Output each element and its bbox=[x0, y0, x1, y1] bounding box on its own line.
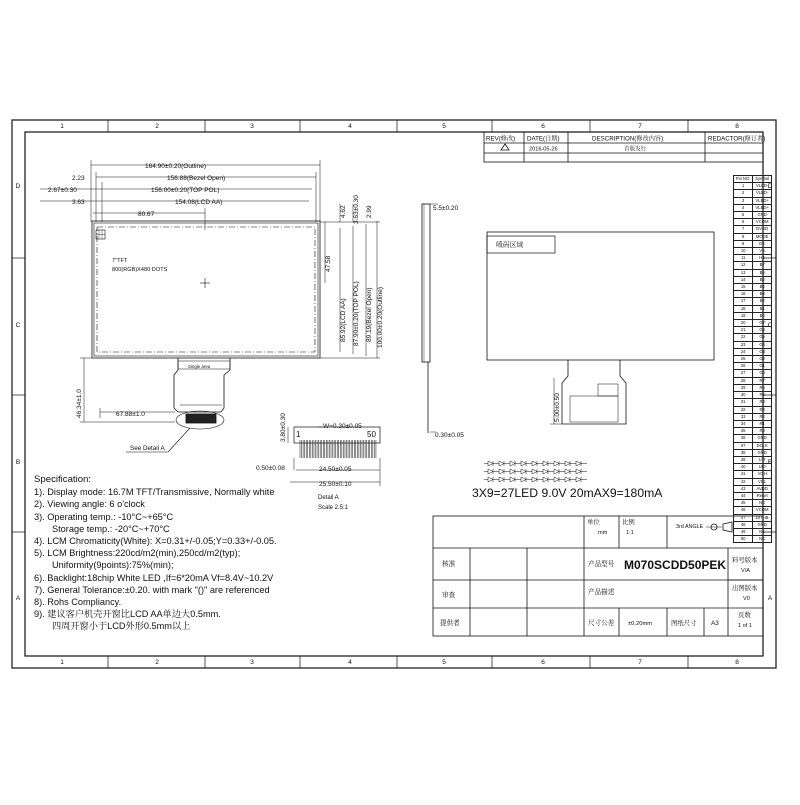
pin-symbol: R2 bbox=[753, 413, 772, 420]
rev-header-0: REV(修改) bbox=[486, 135, 516, 143]
led-diode-icon bbox=[532, 469, 537, 474]
detail-callout: See Detail A bbox=[130, 445, 165, 452]
pin-symbol: VLED- bbox=[753, 190, 772, 197]
rev-header-1: DATE(日期) bbox=[527, 135, 560, 143]
pin-number: 18 bbox=[734, 305, 753, 312]
pin-row bbox=[734, 255, 772, 262]
border-row-label: A bbox=[767, 595, 773, 602]
pin-row bbox=[734, 248, 772, 255]
pin-row bbox=[734, 341, 772, 348]
pin-number: 7 bbox=[734, 226, 753, 233]
pin-row bbox=[734, 190, 772, 197]
spec-line: 9). 建议客户机壳开窗比LCD AA单边大0.5mm. bbox=[34, 609, 221, 620]
led-diode-icon bbox=[576, 461, 581, 466]
pin-row bbox=[734, 197, 772, 204]
pin-number: 23 bbox=[734, 341, 753, 348]
pin-number: 25 bbox=[734, 356, 753, 363]
pin-row bbox=[734, 363, 772, 370]
pin-symbol: GND bbox=[753, 449, 772, 456]
pin-row bbox=[734, 449, 772, 456]
pin-symbol: B7 bbox=[753, 262, 772, 269]
dim-bezel-width: 156.88(Bezel Open) bbox=[167, 175, 226, 182]
pin-number: 17 bbox=[734, 298, 753, 305]
pin-row bbox=[734, 507, 772, 514]
pin-row bbox=[734, 334, 772, 341]
spec-line: 5). LCM Brightness:220cd/m2(min),250cd/m2(typ); bbox=[34, 548, 241, 559]
pin-symbol: HS bbox=[753, 255, 772, 262]
spec-line: 4). LCM Chromaticity(White): X=0.31+/-0.05;Y=0.33+/-0.05. bbox=[34, 536, 277, 547]
fpc-label: Single area bbox=[188, 364, 211, 369]
pin-number: 19 bbox=[734, 312, 753, 319]
pin-row bbox=[734, 406, 772, 413]
border-column-label: 7 bbox=[638, 659, 642, 666]
pin-row bbox=[734, 370, 772, 377]
tb-drawing-value: V0 bbox=[743, 596, 750, 602]
pin-symbol: R7 bbox=[753, 377, 772, 384]
pin-symbol: B4 bbox=[753, 284, 772, 291]
pin-symbol: G6 bbox=[753, 327, 772, 334]
pin-row bbox=[734, 384, 772, 391]
dim-2-99: 2.99 bbox=[366, 205, 373, 218]
pin-symbol: G1 bbox=[753, 363, 772, 370]
led-diode-icon bbox=[554, 461, 559, 466]
pin-row bbox=[734, 291, 772, 298]
led-diode-icon bbox=[565, 469, 570, 474]
led-diode-icon bbox=[499, 477, 504, 482]
led-diode-icon bbox=[576, 469, 581, 474]
dim-46-34: 46.34±1.0 bbox=[76, 389, 83, 418]
pin-symbol: U/D bbox=[753, 464, 772, 471]
dim-3-63: 3.63 bbox=[72, 199, 85, 206]
back-dim-fpc: 5.00±0.50 bbox=[554, 393, 561, 422]
detail-pin-50: 50 bbox=[367, 430, 376, 439]
pin-row bbox=[734, 435, 772, 442]
tb-view-label: 3rd ANGLE bbox=[676, 524, 704, 530]
pin-number: 26 bbox=[734, 363, 753, 370]
detail-dim-span: 24.50±0.05 bbox=[319, 466, 352, 473]
pin-symbol: DCLK bbox=[753, 442, 772, 449]
pin-row bbox=[734, 464, 772, 471]
border-row-label: D bbox=[767, 183, 773, 190]
pin-row bbox=[734, 428, 772, 435]
dim-aa-height: 85.92(LCD AA) bbox=[340, 298, 347, 342]
pin-number: 37 bbox=[734, 442, 753, 449]
panel-label-size: 7"TFT bbox=[112, 258, 128, 264]
pin-symbol: DITHB bbox=[753, 514, 772, 521]
pin-number: 38 bbox=[734, 449, 753, 456]
pin-symbol: VGL bbox=[753, 478, 772, 485]
border-row-label: A bbox=[15, 595, 21, 602]
pin-number: 39 bbox=[734, 456, 753, 463]
pin-row bbox=[734, 536, 772, 543]
led-diode-icon bbox=[532, 461, 537, 466]
spec-line: 8). Rohs Compliancy. bbox=[34, 597, 122, 608]
pin-row bbox=[734, 399, 772, 406]
border-column-label: 3 bbox=[250, 123, 254, 130]
tb-unit-label: 单位 bbox=[587, 519, 600, 526]
tb-size-value: ±0.20mm bbox=[628, 621, 653, 627]
tb-unit-value: mm bbox=[598, 530, 608, 536]
pin-row bbox=[734, 312, 772, 319]
pin-number: 42 bbox=[734, 478, 753, 485]
border-column-label: 5 bbox=[442, 123, 446, 130]
dim-2-67: 2.67±0.30 bbox=[48, 187, 77, 194]
pin-number: 50 bbox=[734, 536, 753, 543]
pin-symbol: G4 bbox=[753, 341, 772, 348]
pin-row bbox=[734, 492, 772, 499]
led-diode-icon bbox=[488, 469, 493, 474]
pin-number: 10 bbox=[734, 248, 753, 255]
detail-dim-height: 3.80±0.30 bbox=[280, 413, 287, 442]
led-diode-icon bbox=[488, 477, 493, 482]
tb-page-label: 页数 bbox=[738, 612, 751, 619]
led-array bbox=[484, 461, 587, 482]
pin-row bbox=[734, 262, 772, 269]
border-column-label: 4 bbox=[348, 659, 352, 666]
detail-dim-pitch: W=0.30±0.05 bbox=[323, 423, 362, 430]
tb-material-value: V/A bbox=[741, 568, 751, 574]
pin-number: 31 bbox=[734, 399, 753, 406]
pin-number: 8 bbox=[734, 233, 753, 240]
pin-symbol: VLED- bbox=[753, 183, 772, 190]
pin-row bbox=[734, 276, 772, 283]
spec-line: 2). Viewing angle: 6 o'clock bbox=[34, 499, 145, 510]
pin-number: 46 bbox=[734, 507, 753, 514]
pin-number: 40 bbox=[734, 464, 753, 471]
border-row-label: B bbox=[15, 459, 21, 466]
led-diode-icon bbox=[521, 477, 526, 482]
pin-row bbox=[734, 327, 772, 334]
border-row-label: C bbox=[15, 322, 21, 329]
pin-symbol: DVDD bbox=[753, 226, 772, 233]
spec-line: 6). Backlight:18chip White LED ,If=6*20mA Vf=8.4V~10.2V bbox=[34, 572, 274, 583]
tb-scale-label: 比例 bbox=[622, 519, 635, 526]
dim-pol-height: 87.90±0.20(TOP POL) bbox=[353, 281, 360, 346]
pin-number: 36 bbox=[734, 435, 753, 442]
pin-number: 22 bbox=[734, 334, 753, 341]
tb-paper-value: A3 bbox=[711, 620, 719, 627]
dim-80-67: 80.67 bbox=[138, 211, 155, 218]
led-diode-icon bbox=[565, 477, 570, 482]
border-column-label: 3 bbox=[250, 659, 254, 666]
border-column-label: 8 bbox=[735, 123, 739, 130]
pin-table bbox=[733, 175, 772, 543]
pin-number: 21 bbox=[734, 327, 753, 334]
spec-heading: Specification: bbox=[34, 474, 92, 485]
side-view bbox=[422, 204, 438, 433]
led-diode-icon bbox=[521, 461, 526, 466]
detail-pin-1: 1 bbox=[296, 430, 301, 439]
border-column-label: 5 bbox=[442, 659, 446, 666]
pin-header-symbol: Symbol bbox=[753, 176, 772, 183]
border-column-label: 2 bbox=[155, 659, 159, 666]
dim-pol-width: 156.00±0.20(TOP POL) bbox=[151, 187, 220, 194]
pin-row bbox=[734, 183, 772, 190]
dim-47-58: 47.58 bbox=[325, 255, 332, 272]
pin-symbol: B5 bbox=[753, 276, 772, 283]
tb-desc-label: 产品描述 bbox=[588, 589, 615, 596]
pin-row bbox=[734, 240, 772, 247]
pin-symbol: G5 bbox=[753, 334, 772, 341]
detail-dim-total: 25.50±0.10 bbox=[319, 481, 352, 488]
pin-row bbox=[734, 392, 772, 399]
border-column-label: 4 bbox=[348, 123, 352, 130]
pin-header-no: Pin NO. bbox=[734, 176, 753, 183]
pin-number: 13 bbox=[734, 269, 753, 276]
pin-number: 14 bbox=[734, 276, 753, 283]
pin-row bbox=[734, 356, 772, 363]
pin-number: 30 bbox=[734, 392, 753, 399]
pin-symbol: AVDD bbox=[753, 485, 772, 492]
pin-number: 20 bbox=[734, 320, 753, 327]
led-diode-icon bbox=[499, 461, 504, 466]
led-caption: 3X9=27LED 9.0V 20mAX9=180mA bbox=[472, 486, 663, 500]
pin-row bbox=[734, 269, 772, 276]
detail-title: Detail A bbox=[318, 495, 339, 501]
led-diode-icon bbox=[488, 461, 493, 466]
back-view bbox=[487, 232, 714, 424]
border-row-label: D bbox=[15, 183, 21, 190]
pin-number: 16 bbox=[734, 291, 753, 298]
dim-aa-width: 154.08(LCD AA) bbox=[175, 199, 223, 206]
pin-number: 41 bbox=[734, 471, 753, 478]
pin-number: 34 bbox=[734, 420, 753, 427]
pin-symbol: GND bbox=[753, 435, 772, 442]
pin-row bbox=[734, 521, 772, 528]
pin-table-body bbox=[734, 183, 772, 543]
pin-symbol: G7 bbox=[753, 320, 772, 327]
pin-number: 1 bbox=[734, 183, 753, 190]
dim-3-63-v: 3.63±0.30 bbox=[353, 195, 360, 224]
pin-symbol: G2 bbox=[753, 356, 772, 363]
border-column-label: 2 bbox=[155, 123, 159, 130]
pin-number: 11 bbox=[734, 255, 753, 262]
pin-symbol: L/R bbox=[753, 456, 772, 463]
pin-symbol: VLED+ bbox=[753, 204, 772, 211]
pin-symbol: B3 bbox=[753, 291, 772, 298]
pin-number: 29 bbox=[734, 384, 753, 391]
border-row-label: B bbox=[767, 459, 773, 466]
pin-symbol: R4 bbox=[753, 399, 772, 406]
rev-header-3: REDACTOR(修订者) bbox=[708, 135, 766, 143]
pin-number: 12 bbox=[734, 262, 753, 269]
pin-symbol: GND bbox=[753, 521, 772, 528]
tb-page-value: 1 of 1 bbox=[738, 623, 752, 629]
pin-row bbox=[734, 413, 772, 420]
pin-number: 6 bbox=[734, 219, 753, 226]
pin-row bbox=[734, 226, 772, 233]
led-diode-icon bbox=[565, 461, 570, 466]
rev-date: 2016-05-26 bbox=[529, 146, 558, 153]
led-diode-icon bbox=[532, 477, 537, 482]
pin-row bbox=[734, 500, 772, 507]
pin-symbol: VGH bbox=[753, 471, 772, 478]
detail-dim-gap: 0.50±0.08 bbox=[256, 465, 285, 472]
dim-outline-height: 100.00±0.20(Outline) bbox=[377, 286, 384, 348]
led-diode-icon bbox=[521, 469, 526, 474]
pin-row bbox=[734, 305, 772, 312]
pin-row bbox=[734, 377, 772, 384]
pin-row bbox=[734, 320, 772, 327]
pin-symbol: NC bbox=[753, 528, 772, 535]
led-diode-icon bbox=[510, 477, 515, 482]
pin-row bbox=[734, 528, 772, 535]
pin-symbol: G0 bbox=[753, 370, 772, 377]
pin-row bbox=[734, 485, 772, 492]
pin-symbol: NC bbox=[753, 500, 772, 507]
panel-label-resolution: 800(RGB)X480 DOTS bbox=[112, 267, 168, 273]
pin-symbol: B2 bbox=[753, 298, 772, 305]
pin-symbol: R0 bbox=[753, 428, 772, 435]
specification-block bbox=[34, 474, 334, 633]
pin-number: 28 bbox=[734, 377, 753, 384]
pin-symbol: VLED+ bbox=[753, 197, 772, 204]
pin-symbol: VCOM bbox=[753, 219, 772, 226]
pin-row bbox=[734, 284, 772, 291]
pin-row bbox=[734, 233, 772, 240]
pin-symbol: B0 bbox=[753, 312, 772, 319]
led-diode-icon bbox=[543, 461, 548, 466]
pin-number: 47 bbox=[734, 514, 753, 521]
pin-table-header bbox=[734, 176, 772, 183]
spec-line: 3). Operating temp.: -10°C~+65°C bbox=[34, 511, 174, 522]
led-diode-icon bbox=[499, 469, 504, 474]
pin-number: 5 bbox=[734, 212, 753, 219]
pin-number: 43 bbox=[734, 485, 753, 492]
border-column-label: 6 bbox=[541, 123, 545, 130]
tb-size-label: 尺寸公差 bbox=[588, 620, 615, 627]
pin-symbol: VCOM bbox=[753, 507, 772, 514]
pin-row bbox=[734, 348, 772, 355]
led-diode-icon bbox=[554, 477, 559, 482]
spec-line: Storage temp.: -20°C~+70°C bbox=[52, 523, 170, 534]
pin-row bbox=[734, 212, 772, 219]
pin-number: 15 bbox=[734, 284, 753, 291]
pin-number: 44 bbox=[734, 492, 753, 499]
border-column-label: 1 bbox=[60, 123, 64, 130]
pin-row bbox=[734, 471, 772, 478]
pin-number: 3 bbox=[734, 197, 753, 204]
border-column-label: 7 bbox=[638, 123, 642, 130]
pin-symbol: MODE bbox=[753, 233, 772, 240]
spec-line: 四周开窗小于LCD外形0.5mm以上 bbox=[52, 621, 191, 632]
tb-paper-label: 图纸尺寸 bbox=[671, 620, 697, 627]
led-diode-icon bbox=[554, 469, 559, 474]
pin-number: 35 bbox=[734, 428, 753, 435]
pin-symbol: NC bbox=[753, 536, 772, 543]
border-column-label: 6 bbox=[541, 659, 545, 666]
spec-line: 1). Display mode: 16.7M TFT/Transmissive, Normally white bbox=[34, 487, 275, 498]
detail-scale: Scale 2.5:1 bbox=[318, 505, 349, 511]
pin-row bbox=[734, 456, 772, 463]
dim-bezel-height: 89.19(Bezel Open) bbox=[366, 287, 373, 342]
rev-header-2: DESCRIPTION(修改内容) bbox=[592, 135, 664, 143]
pin-symbol: B1 bbox=[753, 305, 772, 312]
back-label: 喷码区域 bbox=[496, 242, 524, 249]
dim-2-23: 2.23 bbox=[72, 175, 85, 182]
pin-symbol: G3 bbox=[753, 348, 772, 355]
border-column-label: 1 bbox=[60, 659, 64, 666]
led-diode-icon bbox=[543, 469, 548, 474]
tb-drawing-label: 出图版本 bbox=[732, 585, 758, 592]
border-row-label: C bbox=[767, 322, 773, 329]
pin-number: 2 bbox=[734, 190, 753, 197]
pin-symbol: R6 bbox=[753, 384, 772, 391]
pin-number: 45 bbox=[734, 500, 753, 507]
border-column-label: 8 bbox=[735, 659, 739, 666]
pin-symbol: VS bbox=[753, 248, 772, 255]
pin-number: 32 bbox=[734, 406, 753, 413]
dim-4-62: 4.62 bbox=[340, 205, 347, 218]
pin-number: 33 bbox=[734, 413, 753, 420]
dim-67-88: 67.88±1.0 bbox=[116, 411, 145, 418]
pin-symbol: Reset bbox=[753, 492, 772, 499]
pin-number: 9 bbox=[734, 240, 753, 247]
pin-symbol: GND bbox=[753, 212, 772, 219]
tb-model-value: M070SCDD50PEK bbox=[624, 558, 727, 572]
rev-description: 首版发行 bbox=[624, 146, 647, 153]
pin-row bbox=[734, 478, 772, 485]
pin-number: 48 bbox=[734, 521, 753, 528]
side-dim-thickness: 5.5±0.20 bbox=[433, 205, 459, 212]
dim-outline-width: 164.90±0.20(Outline) bbox=[145, 163, 207, 170]
pin-number: 4 bbox=[734, 204, 753, 211]
tb-model-label: 产品型号 bbox=[588, 561, 615, 568]
pin-row bbox=[734, 204, 772, 211]
tb-scale-value: 1:1 bbox=[626, 530, 634, 536]
spec-line: Uniformity(9points):75%(min); bbox=[52, 560, 174, 571]
side-dim-fpc: 0.30±0.05 bbox=[435, 432, 464, 439]
spec-line: 7). General Tolerance:±0.20. with mark "()" are referenced bbox=[34, 584, 270, 595]
tb-review-label: 审查 bbox=[442, 592, 456, 599]
pin-number: 27 bbox=[734, 370, 753, 377]
led-diode-icon bbox=[510, 469, 515, 474]
tb-approve-label: 核准 bbox=[442, 561, 456, 568]
pin-symbol: R3 bbox=[753, 406, 772, 413]
pin-row bbox=[734, 514, 772, 521]
pin-row bbox=[734, 298, 772, 305]
pin-number: 49 bbox=[734, 528, 753, 535]
pin-symbol: R5 bbox=[753, 392, 772, 399]
pin-row bbox=[734, 420, 772, 427]
tb-submit-label: 提供者 bbox=[440, 620, 460, 627]
pin-row bbox=[734, 442, 772, 449]
led-diode-icon bbox=[543, 477, 548, 482]
pin-number: 24 bbox=[734, 348, 753, 355]
pin-symbol: DE bbox=[753, 240, 772, 247]
tb-material-label: 料号版本 bbox=[732, 557, 758, 564]
pin-symbol: B6 bbox=[753, 269, 772, 276]
led-diode-icon bbox=[576, 477, 581, 482]
led-diode-icon bbox=[510, 461, 515, 466]
pin-row bbox=[734, 219, 772, 226]
pin-symbol: R1 bbox=[753, 420, 772, 427]
